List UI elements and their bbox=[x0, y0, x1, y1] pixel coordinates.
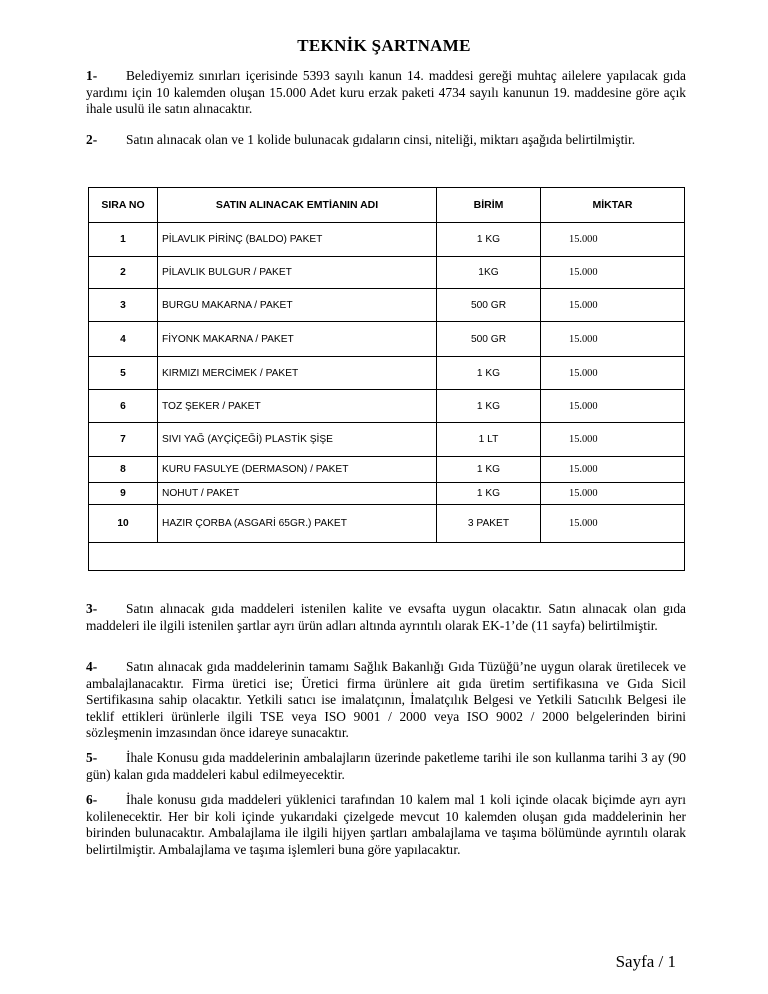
cell-unit: 1 KG bbox=[437, 223, 541, 257]
cell-quantity: 15.000 bbox=[541, 257, 685, 289]
cell-unit: 1KG bbox=[437, 257, 541, 289]
paragraph-number: 3- bbox=[86, 601, 98, 616]
paragraph-number: 4- bbox=[86, 659, 98, 674]
cell-item-name: SIVI YAĞ (AYÇİÇEĞİ) PLASTİK ŞİŞE bbox=[158, 423, 437, 457]
cell-item-name: PİLAVLIK BULGUR / PAKET bbox=[158, 257, 437, 289]
cell-sira-no: 1 bbox=[89, 223, 158, 257]
cell-unit: 500 GR bbox=[437, 289, 541, 322]
cell-sira-no: 7 bbox=[89, 423, 158, 457]
cell-quantity: 15.000 bbox=[541, 357, 685, 390]
table-header-row bbox=[89, 188, 685, 223]
header-sira-no: SIRA NO bbox=[89, 188, 158, 223]
table-row bbox=[89, 505, 685, 543]
cell-unit: 1 KG bbox=[437, 483, 541, 505]
cell-quantity: 15.000 bbox=[541, 423, 685, 457]
header-unit: BİRİM bbox=[437, 188, 541, 223]
paragraph-number: 5- bbox=[86, 750, 98, 765]
paragraph-text: İhale konusu gıda maddeleri yüklenici tarafından 10 kalem mal 1 koli içinde olacak biçimde ayrı ayrı kolilenecektir. Her bir koli içinde yukarıdaki çizelgede mevcut 10 kalemden oluşan gıda maddelerinin her birinden bulunacaktır. Ambalajlama ile ilgili hijyen şartları ambalajlama ve taşıma bölümünde ayrıntılı olarak belirtilmiştir. Ambalajlama ve taşıma işlemleri buna göre yapılacaktır. bbox=[86, 792, 686, 857]
table-row bbox=[89, 289, 685, 322]
paragraph-6 bbox=[86, 792, 686, 858]
table-row bbox=[89, 457, 685, 483]
header-quantity: MİKTAR bbox=[541, 188, 685, 223]
cell-unit: 1 KG bbox=[437, 457, 541, 483]
empty-row bbox=[89, 543, 685, 571]
paragraph-number: 2- bbox=[86, 132, 98, 147]
page-title: TEKNİK ŞARTNAME bbox=[297, 36, 471, 55]
cell-unit: 500 GR bbox=[437, 322, 541, 357]
paragraph-number: 6- bbox=[86, 792, 98, 807]
cell-sira-no: 5 bbox=[89, 357, 158, 390]
cell-sira-no: 10 bbox=[89, 505, 158, 543]
cell-sira-no: 8 bbox=[89, 457, 158, 483]
cell-sira-no: 3 bbox=[89, 289, 158, 322]
cell-unit: 1 LT bbox=[437, 423, 541, 457]
cell-item-name: KURU FASULYE (DERMASON) / PAKET bbox=[158, 457, 437, 483]
cell-item-name: NOHUT / PAKET bbox=[158, 483, 437, 505]
table-row bbox=[89, 223, 685, 257]
cell-item-name: HAZIR ÇORBA (ASGARİ 65GR.) PAKET bbox=[158, 505, 437, 543]
cell-item-name: PİLAVLIK PİRİNÇ (BALDO) PAKET bbox=[158, 223, 437, 257]
cell-item-name: BURGU MAKARNA / PAKET bbox=[158, 289, 437, 322]
paragraph-text: Satın alınacak gıda maddelerinin tamamı Sağlık Bakanlığı Gıda Tüzüğü’ne uygun olarak üretilecek ve ambalajlanacaktır. Firma üretici ise; Üretici firma ürünlere ait gıda üretim sertifikasına ve Gıda Sicil Sertifikasına sahip olacaktır. Yetkili satıcı ise imalatçının, İmalatçılık Belgesi ve Yetkili Satıcılık Belgesi ile teklif ettikleri ürünlerle ilgili TSE veya ISO 9001 / 2000 veya ISO 9002 / 2000 belgelerinden birini sözleşmenin imzasından önce idareye sunacaktır. bbox=[86, 659, 686, 741]
cell-item-name: FİYONK MAKARNA / PAKET bbox=[158, 322, 437, 357]
cell-sira-no: 6 bbox=[89, 390, 158, 423]
table-row bbox=[89, 357, 685, 390]
cell-unit: 1 KG bbox=[437, 390, 541, 423]
table-row bbox=[89, 483, 685, 505]
cell-quantity: 15.000 bbox=[541, 223, 685, 257]
page-number: Sayfa / 1 bbox=[615, 952, 676, 971]
paragraph-2 bbox=[86, 132, 686, 149]
paragraph-4 bbox=[86, 659, 686, 742]
paragraph-1 bbox=[86, 68, 686, 118]
paragraph-5 bbox=[86, 750, 686, 783]
table-row bbox=[89, 390, 685, 423]
cell-quantity: 15.000 bbox=[541, 483, 685, 505]
paragraph-text: Satın alınacak gıda maddeleri istenilen kalite ve evsafta uygun olacaktır. Satın alınacak olan gıda maddeleri ile ilgili istenilen şartlar ayrı ürün adları altında ayrıntılı olarak EK-1’de (11 sayfa) belirtilmiştir. bbox=[86, 601, 686, 633]
cell-quantity: 15.000 bbox=[541, 457, 685, 483]
header-item-name: SATIN ALINACAK EMTİANIN ADI bbox=[158, 188, 437, 223]
cell-item-name: KIRMIZI MERCİMEK / PAKET bbox=[158, 357, 437, 390]
paragraph-text: İhale Konusu gıda maddelerinin ambalajların üzerinde paketleme tarihi ile son kullanma tarihi 3 ay (90 gün) kalan gıda maddeleri kabul edilmeyecektir. bbox=[86, 750, 686, 782]
table-row bbox=[89, 423, 685, 457]
cell-sira-no: 9 bbox=[89, 483, 158, 505]
paragraph-3 bbox=[86, 601, 686, 634]
table-body bbox=[89, 223, 685, 571]
paragraph-text: Satın alınacak olan ve 1 kolide bulunacak gıdaların cinsi, niteliği, miktarı aşağıda belirtilmiştir. bbox=[126, 132, 636, 147]
cell-sira-no: 2 bbox=[89, 257, 158, 289]
cell-sira-no: 4 bbox=[89, 322, 158, 357]
empty-cell bbox=[89, 543, 685, 571]
paragraph-text: Belediyemiz sınırları içerisinde 5393 sayılı kanun 14. maddesi gereği muhtaç ailelere yapılacak gıda yardımı için 10 kalemden oluşan 15.000 Adet kuru erzak paketi 4734 sayılı kanunun 19. maddesine göre açık ihale usulü ile satın alınacaktır. bbox=[86, 68, 686, 117]
table-row bbox=[89, 257, 685, 289]
cell-quantity: 15.000 bbox=[541, 390, 685, 423]
paragraph-number: 1- bbox=[86, 68, 98, 83]
cell-quantity: 15.000 bbox=[541, 322, 685, 357]
cell-item-name: TOZ ŞEKER / PAKET bbox=[158, 390, 437, 423]
goods-table bbox=[88, 187, 685, 571]
cell-quantity: 15.000 bbox=[541, 505, 685, 543]
cell-unit: 1 KG bbox=[437, 357, 541, 390]
cell-unit: 3 PAKET bbox=[437, 505, 541, 543]
table-row bbox=[89, 322, 685, 357]
cell-quantity: 15.000 bbox=[541, 289, 685, 322]
